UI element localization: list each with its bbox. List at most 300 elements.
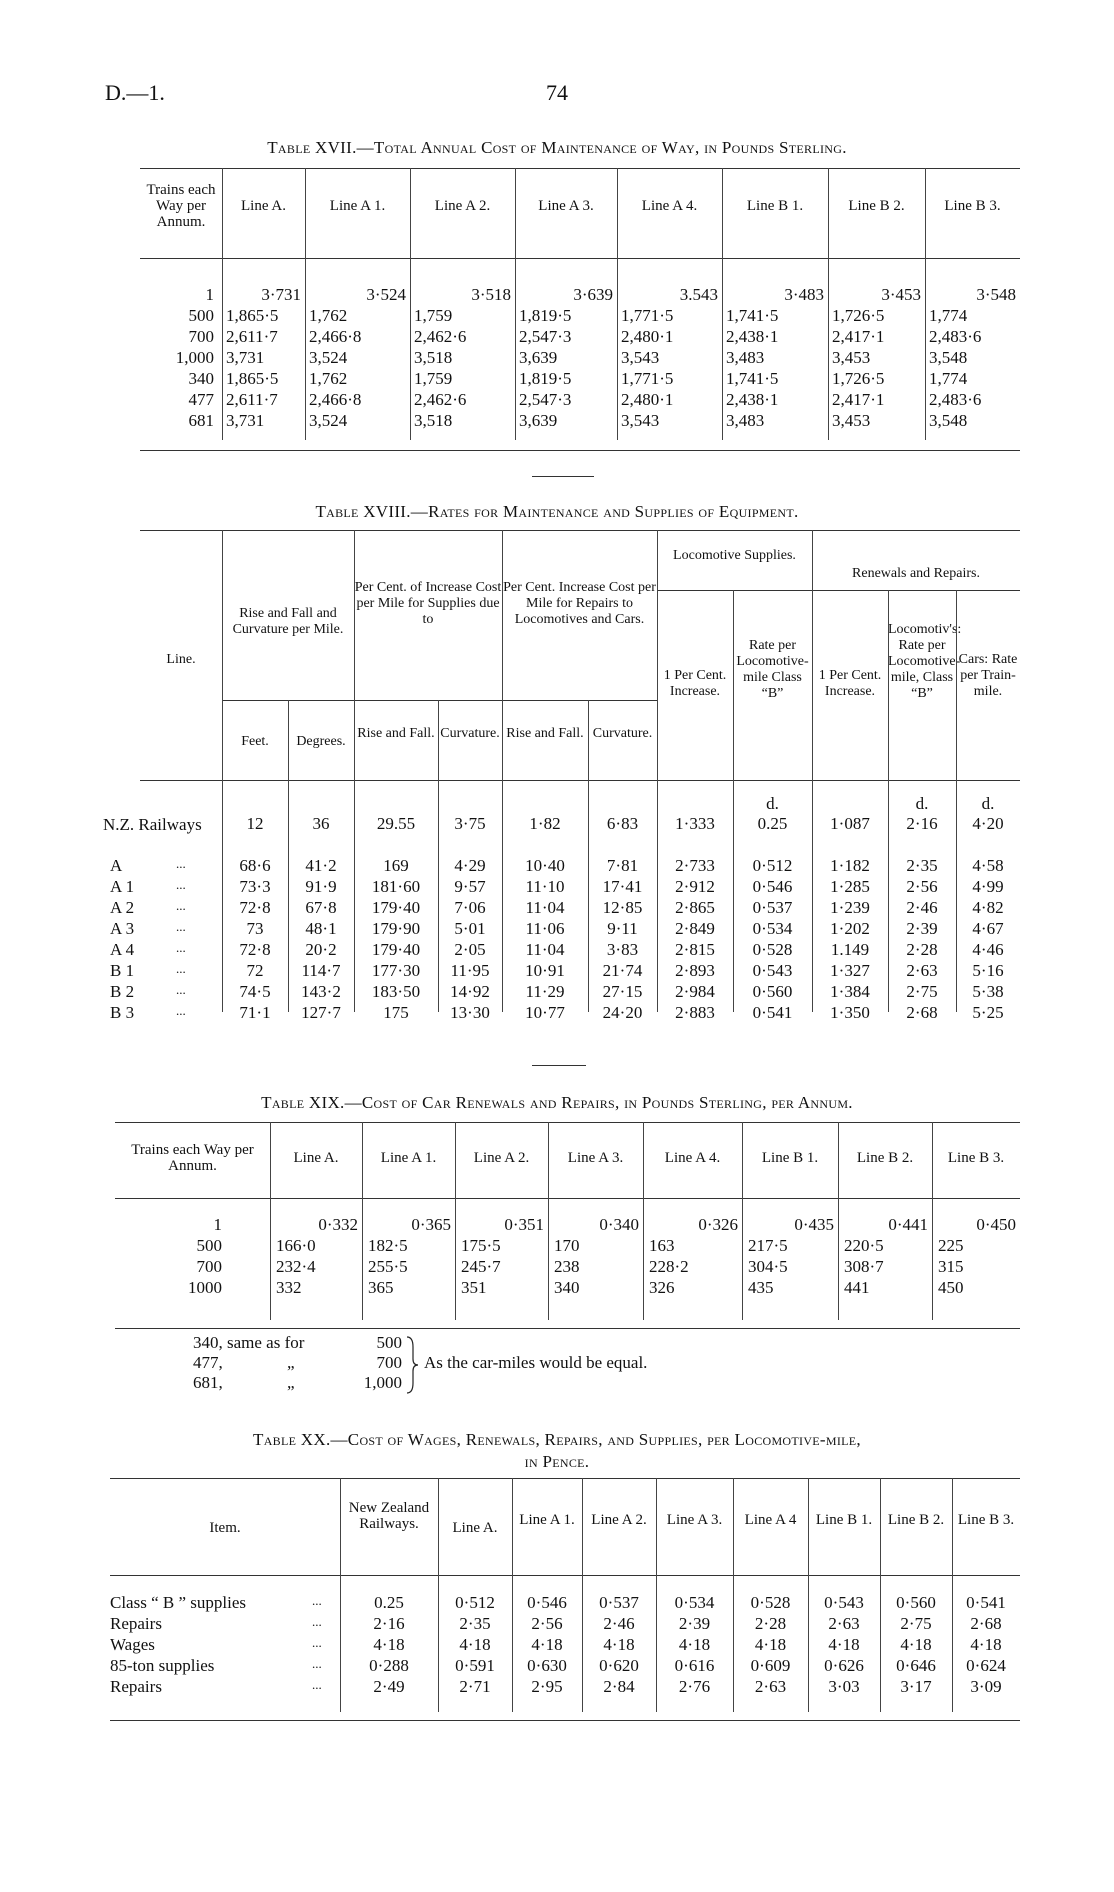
table-18-cell: 1·285 bbox=[830, 877, 870, 896]
table-18-cell: 73·3 bbox=[239, 877, 271, 896]
table-20-cell: 2·56 bbox=[531, 1614, 563, 1633]
t19-note-text: As the car-miles would be equal. bbox=[424, 1353, 648, 1372]
table-20-row-label: Repairs bbox=[110, 1614, 162, 1633]
table-18-cell: 1·350 bbox=[830, 1003, 870, 1022]
t18-header-repairs: Per Cent. Increase Cost per Mile for Repairs to Locomotives and Cars. bbox=[503, 580, 656, 627]
table-18-cell: 24·20 bbox=[602, 1003, 643, 1022]
table-18-cell: 4·29 bbox=[454, 856, 486, 875]
table-18-cell: 2·16 bbox=[906, 814, 938, 833]
table-19-cell: 450 bbox=[938, 1278, 964, 1297]
table-18-cell: 11·06 bbox=[525, 919, 565, 938]
table-19-cell: 304·5 bbox=[748, 1257, 788, 1276]
table-19-cell: 315 bbox=[938, 1257, 964, 1276]
table-17-cell: 2,438·1 bbox=[726, 327, 779, 346]
table-18-cell: 7·06 bbox=[454, 898, 486, 917]
table-18-cell: 114·7 bbox=[301, 961, 341, 980]
table-18-top-rule bbox=[140, 530, 1020, 531]
table-18-cell: 11·95 bbox=[450, 961, 490, 980]
table-18-cell: 4·58 bbox=[972, 856, 1004, 875]
t18-header-loco: Locomotive Supplies. bbox=[673, 548, 796, 563]
table-18-row-label: N.Z. Railways bbox=[103, 815, 202, 834]
table-17-cell: 1,759 bbox=[414, 369, 453, 388]
table-18-cell: 2·56 bbox=[906, 877, 938, 896]
table-18-cell: 2·865 bbox=[675, 898, 715, 917]
table-20-cell: 0·616 bbox=[674, 1656, 715, 1675]
page-number: 74 bbox=[546, 80, 568, 105]
table-19-bottom-rule bbox=[115, 1328, 1020, 1329]
table-20-cell: 2·35 bbox=[459, 1614, 491, 1633]
table-19-cell: 0·326 bbox=[698, 1215, 738, 1234]
table-19-cell: 1 bbox=[213, 1215, 222, 1234]
table-18-cell: 11·04 bbox=[525, 898, 565, 917]
table-18-row-label: A 1 bbox=[110, 877, 135, 896]
table-18-cell: 0·537 bbox=[752, 898, 793, 917]
t18-header-renew: Renewals and Repairs. bbox=[852, 566, 980, 581]
table-19-cell: 0·441 bbox=[888, 1215, 928, 1234]
table-20-cell: 0·609 bbox=[750, 1656, 791, 1675]
table-19-cell: 441 bbox=[844, 1278, 870, 1297]
table-20-header: Line A 2. bbox=[591, 1512, 647, 1528]
table-18-cell: 181·60 bbox=[371, 877, 421, 896]
table-17-cell: 1,759 bbox=[414, 306, 453, 325]
table-19-cell: 225 bbox=[938, 1236, 964, 1255]
leader-dots: ... bbox=[312, 1677, 322, 1692]
table-17-header: Line B 2. bbox=[848, 198, 905, 214]
table-18-cell: 1·087 bbox=[830, 814, 870, 833]
table-20-cell: 3·03 bbox=[828, 1677, 860, 1696]
table-19-cell: 166·0 bbox=[276, 1236, 316, 1255]
table-18-cell: 5·01 bbox=[454, 919, 486, 938]
table-17-cell: 3,731 bbox=[226, 411, 265, 430]
table-20-cell: 2·28 bbox=[754, 1614, 787, 1633]
table-17-cell: 2,611·7 bbox=[226, 327, 278, 346]
table-18-cell: 91·9 bbox=[305, 877, 337, 896]
leader-dots: ... bbox=[312, 1635, 322, 1650]
t18-header-rise-fall-1: Rise and Fall. bbox=[357, 726, 435, 741]
table-17-top-rule bbox=[140, 168, 1020, 169]
table-19-header: Line B 3. bbox=[947, 1150, 1005, 1166]
table-17-header: Line B 3. bbox=[944, 198, 1001, 214]
table-17-cell: 3,548 bbox=[929, 348, 968, 367]
table-17-cell: 3,543 bbox=[621, 348, 660, 367]
table-19-cell: 217·5 bbox=[748, 1236, 788, 1255]
table-18-cell: 71·1 bbox=[239, 1003, 271, 1022]
leader-dots: ... bbox=[176, 961, 186, 976]
table-20-cell: 3·09 bbox=[970, 1677, 1002, 1696]
table-18-cell: 0·528 bbox=[752, 940, 793, 959]
table-18-cell: 1·82 bbox=[529, 814, 561, 833]
table-19-header: Line B 2. bbox=[856, 1150, 914, 1166]
table-17-cell: 1,726·5 bbox=[832, 306, 885, 325]
table-19-header: Line A 4. bbox=[664, 1150, 721, 1166]
table-19-cell: 220·5 bbox=[844, 1236, 884, 1255]
table-18-cell: 2·815 bbox=[675, 940, 715, 959]
table-20-cell: 0·546 bbox=[527, 1593, 567, 1612]
table-19-cell: 0·351 bbox=[504, 1215, 544, 1234]
table-17-cell: 1,762 bbox=[309, 369, 348, 388]
table-18-cell: 9·57 bbox=[454, 877, 486, 896]
table-19-header: Trains each Way per Annum. bbox=[131, 1142, 254, 1174]
table-17-header: Line A 4. bbox=[641, 198, 698, 214]
table-18-cell: 127·7 bbox=[301, 1003, 341, 1022]
table-18-cell: 11·04 bbox=[525, 940, 565, 959]
table-20-cell: 2·16 bbox=[373, 1614, 405, 1633]
table-19-cell: 326 bbox=[649, 1278, 675, 1297]
leader-dots: ... bbox=[176, 940, 186, 955]
table-18-cell: 1·239 bbox=[830, 898, 870, 917]
table-17-cell: 3·548 bbox=[976, 285, 1016, 304]
table-17-cell: 2,462·6 bbox=[414, 390, 467, 409]
table-20-header: Line B 1. bbox=[815, 1512, 873, 1528]
table-17-cell: 3·731 bbox=[261, 285, 301, 304]
table-20-cell: 2·39 bbox=[678, 1614, 711, 1633]
table-18-cell: 0.25 bbox=[757, 814, 788, 833]
table-20-cell: 0·560 bbox=[896, 1593, 936, 1612]
table-20-cell: 4·18 bbox=[603, 1635, 635, 1654]
table-17-cell: 3·483 bbox=[784, 285, 824, 304]
table-20-top-rule bbox=[110, 1478, 1020, 1479]
table-18-cell: 4·67 bbox=[972, 919, 1004, 938]
table-18-cell: 6·83 bbox=[606, 814, 639, 833]
table-20-cell: 0·626 bbox=[824, 1656, 864, 1675]
table-18-cell: 4·46 bbox=[972, 940, 1004, 959]
table-19-cell: 255·5 bbox=[368, 1257, 408, 1276]
table-17-cell: 2,483·6 bbox=[929, 327, 982, 346]
table-18-row-label: B 1 bbox=[110, 961, 135, 980]
table-20-cell: 0·620 bbox=[599, 1656, 639, 1675]
table-17-cell: 3,548 bbox=[929, 411, 968, 430]
table-20-cell: 2·68 bbox=[970, 1614, 1002, 1633]
table-18-cell: 3·83 bbox=[606, 940, 639, 959]
table-17-cell: 477 bbox=[188, 390, 214, 409]
table-20-cell: 2·63 bbox=[828, 1614, 860, 1633]
table-20-cell: 4·18 bbox=[531, 1635, 563, 1654]
table-19-cell: 238 bbox=[554, 1257, 580, 1276]
table-20-header: Line A 4 bbox=[744, 1512, 797, 1528]
table-17-bottom-rule bbox=[140, 450, 1020, 451]
table-20-cell: 4·18 bbox=[970, 1635, 1002, 1654]
t19-note-3a: 681, bbox=[193, 1373, 223, 1392]
table-20-cell: 0·288 bbox=[369, 1656, 409, 1675]
table-19-cell: 332 bbox=[276, 1278, 302, 1297]
table-17-cell: 3,731 bbox=[226, 348, 265, 367]
table-17-caption: Table XVII.—Total Annual Cost of Maintenance of Way, in Pounds Sterling. bbox=[267, 138, 847, 157]
table-18-cell: 183·50 bbox=[371, 982, 421, 1001]
leader-dots: ... bbox=[312, 1593, 322, 1608]
leader-dots: ... bbox=[312, 1614, 322, 1629]
table-18-cell: 72·8 bbox=[239, 898, 271, 917]
table-20-header: Line A. bbox=[452, 1520, 498, 1536]
table-18-cell: 20·2 bbox=[305, 940, 337, 959]
t18-header-line: Line. bbox=[166, 652, 196, 667]
table-18-cell: 2·05 bbox=[454, 940, 486, 959]
table-18-cell: 2·984 bbox=[675, 982, 715, 1001]
table-19-header: Line A. bbox=[293, 1150, 339, 1166]
table-18-cell: 0·534 bbox=[752, 919, 793, 938]
t18-header-loco-rate: Rate per Locomotive-mile Class “B” bbox=[736, 638, 809, 701]
table-18-cell: 5·38 bbox=[972, 982, 1004, 1001]
table-20-cell: 0·624 bbox=[966, 1656, 1006, 1675]
table-20-header-rule bbox=[110, 1575, 1020, 1576]
table-20-cell: 2·95 bbox=[531, 1677, 563, 1696]
t19-note-1b: 500 bbox=[376, 1333, 402, 1352]
table-19-header: Line A 3. bbox=[567, 1150, 624, 1166]
table-17-cell: 1,000 bbox=[175, 348, 214, 367]
table-19-cell: 1000 bbox=[188, 1278, 222, 1297]
t19-note-3b: „ bbox=[287, 1373, 295, 1392]
table-18-cell: 13·30 bbox=[450, 1003, 490, 1022]
table-17-cell: 2,611·7 bbox=[226, 390, 278, 409]
table-20-cell: 0·534 bbox=[674, 1593, 715, 1612]
t18-header-rise: Rise and Fall and Curvature per Mile. bbox=[232, 606, 344, 637]
t19-note-3c: 1,000 bbox=[363, 1373, 402, 1392]
table-17-cell: 2,547·3 bbox=[519, 390, 572, 409]
table-19-header-rule bbox=[115, 1198, 1020, 1199]
table-19-cell: 340 bbox=[554, 1278, 580, 1297]
t18-header-renew-pct: 1 Per Cent. Increase. bbox=[818, 668, 882, 699]
table-18-cell: 2·68 bbox=[906, 1003, 938, 1022]
table-20-row-label: Wages bbox=[110, 1635, 155, 1654]
table-17-header: Line A 1. bbox=[329, 198, 386, 214]
table-17-cell: 2,466·8 bbox=[309, 390, 362, 409]
table-18-cell: 2·28 bbox=[906, 940, 938, 959]
leader-dots: ... bbox=[176, 982, 186, 997]
table-17-cell: 340 bbox=[188, 369, 214, 388]
table-18-row-label: A 4 bbox=[110, 940, 135, 959]
t18-header-curvature-1: Curvature. bbox=[440, 726, 500, 741]
table-18-cell: 1·384 bbox=[830, 982, 870, 1001]
table-20-bottom-rule bbox=[110, 1720, 1020, 1721]
table-17-cell: 700 bbox=[188, 327, 214, 346]
table-17-cell: 1,819·5 bbox=[519, 369, 572, 388]
table-17-cell: 3.543 bbox=[679, 285, 718, 304]
table-19-cell: 232·4 bbox=[276, 1257, 316, 1276]
leader-dots: ... bbox=[176, 856, 186, 871]
table-20-cell: 2·49 bbox=[373, 1677, 405, 1696]
table-18-cell: 1·327 bbox=[830, 961, 870, 980]
t18-header-loco-pct: 1 Per Cent. Increase. bbox=[663, 668, 727, 699]
table-20-cell: 2·76 bbox=[678, 1677, 711, 1696]
table-18-cell: 36 bbox=[312, 814, 330, 833]
t18-header-renew-rate: Locomotiv's: Rate per Locomotive-mile, Class “B” bbox=[888, 622, 962, 701]
table-18-cell: 10·40 bbox=[525, 856, 565, 875]
t18-header-supplies: Per Cent. of Increase Cost per Mile for Supplies due to bbox=[354, 580, 502, 627]
table-18-cell: 0·546 bbox=[752, 877, 793, 896]
table-18-cell: 175 bbox=[383, 1003, 409, 1022]
table-18-cell: 2·733 bbox=[675, 856, 715, 875]
table-18-row-label: B 3 bbox=[110, 1003, 135, 1022]
table-20-header: Line A 3. bbox=[666, 1512, 723, 1528]
table-18-cell: 4·20 bbox=[972, 814, 1004, 833]
table-20-cell: 0·543 bbox=[824, 1593, 864, 1612]
table-18-cell: 11·29 bbox=[525, 982, 565, 1001]
table-19-cell: 170 bbox=[554, 1236, 580, 1255]
table-18-cell: 4·99 bbox=[972, 877, 1004, 896]
table-17-header-rule bbox=[140, 258, 1020, 259]
table-18-cell: 2·883 bbox=[675, 1003, 715, 1022]
table-19-cell: 0·365 bbox=[411, 1215, 451, 1234]
table-18-cell: 21·74 bbox=[602, 961, 643, 980]
table-18-cell: 17·41 bbox=[602, 877, 643, 896]
table-20-cell: 0·630 bbox=[527, 1656, 567, 1675]
table-18-cell: 7·81 bbox=[606, 856, 639, 875]
table-17-cell: 3,543 bbox=[621, 411, 660, 430]
table-18-cell: 143·2 bbox=[301, 982, 341, 1001]
table-20-header: New Zealand Railways. bbox=[348, 1500, 430, 1532]
table-17-cell: 1,762 bbox=[309, 306, 348, 325]
table-17-header: Line A 3. bbox=[538, 198, 594, 214]
table-17-cell: 3,524 bbox=[309, 348, 348, 367]
table-17-cell: 681 bbox=[188, 411, 214, 430]
table-18-cell: 0·541 bbox=[752, 1003, 793, 1022]
table-17-cell: 3,524 bbox=[309, 411, 348, 430]
table-17-cell: 1 bbox=[205, 285, 214, 304]
t19-note-2a: 477, bbox=[193, 1353, 223, 1372]
table-20-caption-1: Table XX.—Cost of Wages, Renewals, Repairs, and Supplies, per Locomotive-mile, bbox=[253, 1430, 861, 1449]
table-20-cell: 2·75 bbox=[900, 1614, 932, 1633]
t18-subrule-1 bbox=[657, 590, 1020, 591]
table-17-cell: 1,865·5 bbox=[226, 369, 279, 388]
table-19-cell: 435 bbox=[748, 1278, 774, 1297]
table-18-cell: 1.149 bbox=[830, 940, 870, 959]
table-20-cell: 0·541 bbox=[966, 1593, 1006, 1612]
table-20-cell: 4·18 bbox=[373, 1635, 405, 1654]
table-18-cell: 11·10 bbox=[525, 877, 565, 896]
table-19-cell: 308·7 bbox=[844, 1257, 884, 1276]
table-17-cell: 1,741·5 bbox=[726, 306, 779, 325]
table-17-cell: 1,819·5 bbox=[519, 306, 572, 325]
t18-header-cars: Cars: Rate per Train-mile. bbox=[958, 652, 1018, 699]
table-20-header: Line B 3. bbox=[957, 1512, 1015, 1528]
table-18-cell: 73 bbox=[246, 919, 264, 938]
table-17-cell: 3,453 bbox=[832, 348, 871, 367]
table-20-cell: 4·18 bbox=[828, 1635, 860, 1654]
table-17-cell: 2,480·1 bbox=[621, 390, 674, 409]
table-18-cell: 2·39 bbox=[906, 919, 938, 938]
table-20-cell: 3·17 bbox=[900, 1677, 932, 1696]
table-19-caption: Table XIX.—Cost of Car Renewals and Repairs, in Pounds Sterling, per Annum. bbox=[261, 1093, 853, 1112]
separator bbox=[532, 476, 594, 477]
t19-note-1a: 340, same as for bbox=[193, 1333, 305, 1352]
table-17-cell: 3·639 bbox=[573, 285, 613, 304]
table-17-cell: 500 bbox=[188, 306, 214, 325]
table-18-cell: 68·6 bbox=[239, 856, 271, 875]
table-19-cell: 0·435 bbox=[794, 1215, 834, 1234]
table-17-header: Line B 1. bbox=[746, 198, 804, 214]
table-18-row-label: A 2 bbox=[110, 898, 135, 917]
t18-header-degrees: Degrees. bbox=[296, 734, 346, 749]
table-18-cell: 14·92 bbox=[450, 982, 490, 1001]
table-18-cell: 41·2 bbox=[305, 856, 337, 875]
table-18-row-label: B 2 bbox=[110, 982, 135, 1001]
table-18-cell: 2·75 bbox=[906, 982, 938, 1001]
table-17-cell: 3·518 bbox=[471, 285, 511, 304]
table-19-cell: 351 bbox=[461, 1278, 487, 1297]
table-17-cell: 3,453 bbox=[832, 411, 871, 430]
table-19-cell: 245·7 bbox=[461, 1257, 501, 1276]
table-18-cell: 48·1 bbox=[305, 919, 337, 938]
leader-dots: ... bbox=[176, 919, 186, 934]
table-18-row-label: A 3 bbox=[110, 919, 135, 938]
table-18-cell: 29.55 bbox=[376, 814, 416, 833]
table-17-cell: 3,639 bbox=[519, 348, 558, 367]
table-17-cell: 2,466·8 bbox=[309, 327, 362, 346]
leader-dots: ... bbox=[312, 1656, 322, 1671]
table-20-cell: 4·18 bbox=[459, 1635, 491, 1654]
table-18-cell: 67·8 bbox=[305, 898, 337, 917]
table-20-cell: 0·537 bbox=[599, 1593, 639, 1612]
t18-header-curvature-2: Curvature. bbox=[592, 726, 653, 741]
table-20-cell: 4·18 bbox=[754, 1635, 787, 1654]
table-17-cell: 2,480·1 bbox=[621, 327, 674, 346]
table-17-cell: 2,462·6 bbox=[414, 327, 467, 346]
table-17-cell: 3,483 bbox=[726, 411, 765, 430]
table-18-cell: 10·77 bbox=[525, 1003, 565, 1022]
table-17-header: Trains each Way per Annum. bbox=[146, 182, 216, 230]
table-18-cell: 1·182 bbox=[830, 856, 870, 875]
table-17-cell: 1,771·5 bbox=[621, 306, 674, 325]
table-18-cell: 1·333 bbox=[675, 814, 715, 833]
table-18-cell: 9·11 bbox=[607, 919, 638, 938]
t19-note-2b: „ bbox=[287, 1353, 295, 1372]
leader-dots: ... bbox=[176, 898, 186, 913]
table-17-cell: 2,417·1 bbox=[832, 390, 885, 409]
table-18-cell: 179·40 bbox=[371, 940, 421, 959]
table-18-cell: 177·30 bbox=[371, 961, 421, 980]
table-17-cell: 1,774 bbox=[929, 369, 968, 388]
table-19-header: Line B 1. bbox=[761, 1150, 819, 1166]
table-18-cell: 0·543 bbox=[752, 961, 793, 980]
table-20-header: Line B 2. bbox=[887, 1512, 945, 1528]
t18-unit-d-3: d. bbox=[981, 794, 995, 813]
leader-dots: ... bbox=[176, 877, 186, 892]
table-20-cell: 0·528 bbox=[750, 1593, 791, 1612]
table-17-cell: 1,865·5 bbox=[226, 306, 279, 325]
t18-header-rise-fall-2: Rise and Fall. bbox=[506, 726, 584, 741]
table-20-row-label: 85-ton supplies bbox=[110, 1656, 215, 1675]
table-20-header: Item. bbox=[209, 1520, 241, 1536]
t18-unit-d-1: d. bbox=[766, 794, 779, 813]
table-19-cell: 0·450 bbox=[976, 1215, 1016, 1234]
t18-header-feet: Feet. bbox=[241, 734, 269, 749]
table-18-cell: 2·63 bbox=[906, 961, 938, 980]
table-17-cell: 2,438·1 bbox=[726, 390, 779, 409]
table-18-cell: 179·90 bbox=[371, 919, 421, 938]
table-18-cell: 72 bbox=[246, 961, 264, 980]
table-20-cell: 0·646 bbox=[896, 1656, 936, 1675]
table-18-cell: 74·5 bbox=[239, 982, 271, 1001]
table-17-cell: 3,483 bbox=[726, 348, 765, 367]
table-19-header: Line A 1. bbox=[380, 1150, 437, 1166]
table-18-cell: 169 bbox=[383, 856, 409, 875]
table-19-cell: 0·332 bbox=[318, 1215, 358, 1234]
table-17-cell: 3,639 bbox=[519, 411, 558, 430]
table-17-cell: 1,771·5 bbox=[621, 369, 674, 388]
table-20-cell: 2·46 bbox=[603, 1614, 635, 1633]
table-18-cell: 10·91 bbox=[525, 961, 565, 980]
table-18-cell: 179·40 bbox=[371, 898, 421, 917]
table-20-row-label: Repairs bbox=[110, 1677, 162, 1696]
table-20-cell: 0·512 bbox=[455, 1593, 495, 1612]
table-19-top-rule bbox=[115, 1122, 1020, 1123]
table-18-cell: 5·25 bbox=[972, 1003, 1004, 1022]
table-17-header: Line A. bbox=[241, 198, 286, 214]
table-19-cell: 500 bbox=[196, 1236, 222, 1255]
table-18-caption: Table XVIII.—Rates for Maintenance and Supplies of Equipment. bbox=[315, 502, 799, 521]
table-17-header: Line A 2. bbox=[434, 198, 491, 214]
table-17-cell: 2,547·3 bbox=[519, 327, 572, 346]
table-20-cell: 2·63 bbox=[754, 1677, 787, 1696]
